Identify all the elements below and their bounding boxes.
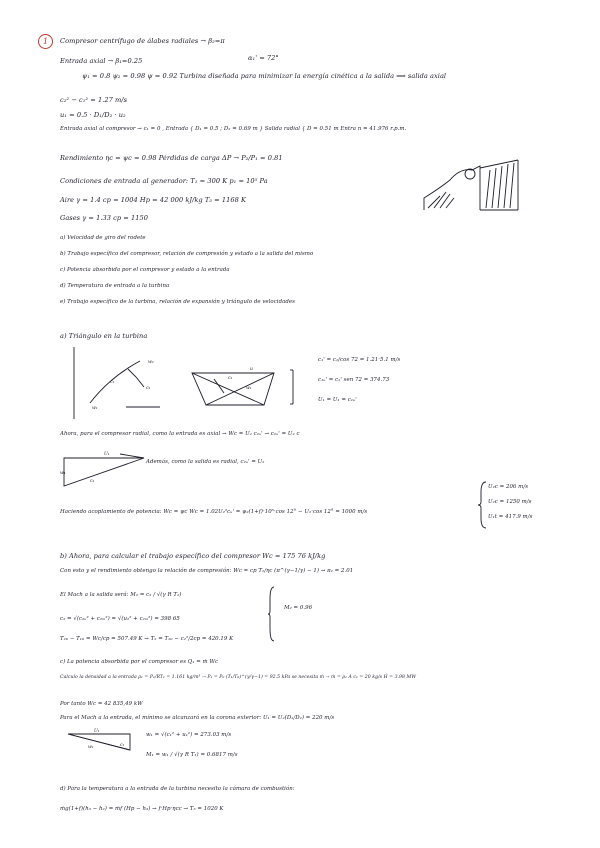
results-brace <box>478 480 488 530</box>
svg-text:w₁: w₁ <box>92 406 98 411</box>
solution-b-line: b) Ahora, para calcular el trabajo específico del compresor Wc = 175 76 kJ/kg <box>60 552 326 560</box>
u1-line: u₁ = 0.5 · D₁/D₂ · u₂ <box>60 111 126 119</box>
question-e: e) Trabajo específico de la turbina, relación de expansión y triángulo de velocidades <box>60 299 295 305</box>
svg-text:U₁: U₁ <box>94 729 100 734</box>
question-c: c) Potencia absorbida por el compresor y estado a la entrada <box>60 267 230 273</box>
question-a: a) Velocidad de giro del rodete <box>60 235 146 241</box>
performance-line: Rendimiento ηc = ψc = 0.98 Pérdidas de carga ΔP → P₂/P₁ = 0.81 <box>60 154 283 162</box>
svg-text:c₂: c₂ <box>146 386 151 391</box>
rotor-circle <box>465 169 475 179</box>
efficiencies-line: ψ₁ = 0.8 ψ₂ = 0.98 ψ = 0.92 Turbina diseñada para minimizar la energía cinética a la salida ⟹ salida axial <box>82 72 447 80</box>
blade-curve <box>90 361 140 403</box>
svg-text:w₂: w₂ <box>148 360 154 365</box>
svg-text:w₁: w₁ <box>246 386 252 391</box>
problem-number: 1 <box>38 34 53 49</box>
velocity-triangles <box>190 365 285 410</box>
inlet-mach-line: Para el Mach a la entrada, el mínimo se alcanzará en la corona exterior: U₁ = U₂(D₁/D₂) = 220 m/s <box>60 715 335 721</box>
result-u2c-2: U₂c = 1250 m/s <box>488 499 532 505</box>
c2-line: c₂ = √(c₂ᵤ² + c₂ₘ²) = √(u₂² + c₂ₘ²) = 398 65 <box>60 616 180 622</box>
question-d: d) Temperatura de entrada a la turbina <box>60 283 170 289</box>
svg-text:c₁: c₁ <box>120 743 125 748</box>
inlet-mach-triangle <box>64 728 134 758</box>
combustion-line: ṁg(1+f)(h₃ − h₂) = ṁf (Hp − h₃) → f·Hp·ηcc → T₃ = 1020 K <box>60 806 224 812</box>
solution-a-heading: a) Triángulo en la turbina <box>60 332 148 340</box>
alpha-line: α₁' = 72° <box>248 54 279 62</box>
turbine-sketch <box>420 158 520 216</box>
solution-c-line: c) La potencia absorbida por el compresor es Q₁ = ṁ Wc <box>60 659 219 665</box>
power-coupling-line: Haciendo acoplamiento de potencia: Wc = ψc Wc = 1.02U₂²cᵤ' = ψ₂(1+f)·10⁵·cos 12° − U₂·cos 12° = 1000 m/s <box>60 509 368 515</box>
conditions-line: Condiciones de entrada al generador: T₁ = 300 K p₁ = 10⁵ Pa <box>60 177 268 185</box>
t2-line: T₂₀ − T₁₀ = Wc/cp = 507.49 K → T₂ = T₂₀ − c₂²/2cp = 420.19 K <box>60 636 234 642</box>
svg-text:U₁: U₁ <box>104 452 110 457</box>
m1-line: M₁ = w₁ / √(γ R T₁) = 0.6817 m/s <box>146 752 238 758</box>
result-u2c-1: U₂c = 206 m/s <box>488 484 529 490</box>
mach-brace <box>268 585 276 643</box>
power-result-line: Por tanto Wc = 42 835,49 kW <box>60 701 143 707</box>
mach-result: M₂ = 0.96 <box>284 605 313 611</box>
compressor-note: Ahora, para el compresor radial, como la entrada es axial → Wc = U₂ c₂ᵤ' → c₂ᵤ' = U₂ c <box>60 431 300 437</box>
svg-text:u: u <box>250 367 253 372</box>
entry-line: Entrada axial al compresor → c₁ = 0 , Entrada { D₁ = 0.5 ; D₂ = 0.69 m } Salida radial { D = 0.51 m Entra n = 41.976 r.p.m. <box>60 126 407 132</box>
svg-text:c₁: c₁ <box>90 479 95 484</box>
inlet-line: Entrada axial → β₁=0.25 <box>60 57 143 65</box>
result-u1: U₁ = U₁ = c₁ᵤ' <box>318 397 357 403</box>
solution-d-line: d) Para la temperatura a la entrada de la turbina necesito la cámara de combustión: <box>60 786 295 792</box>
mach-outlet-line: El Mach a la salida será: M₂ = c₂ / √(γ R T₂) <box>60 592 182 598</box>
compression-ratio-line: Con esto y el rendimiento obtengo la relación de compresión: Wc = cp T₁/ηc (π^(γ−1/γ) − 1) → π₂ = 2.01 <box>60 568 354 574</box>
air-line: Aire γ = 1.4 cp = 1004 Hp = 42 000 kJ/kg T₃ = 1168 K <box>60 196 246 204</box>
density-line: Calculo la densidad a la entrada ρ₁ = P₁/RT₁ = 1.161 kg/m³ → P₁ = P₀ (T₁/T₀)^(γ/γ−1) = 92.5 kPa se necesita ṁ → ṁ = ρ₁ A c₁ = 20 kg/s Ḣ = 3.98 MW <box>60 675 417 680</box>
result-c1u: c₁ᵤ' = c₁' sen 72 = 374.73 <box>318 377 390 383</box>
svg-text:w₁: w₁ <box>88 745 94 750</box>
brace-bracket <box>289 368 299 408</box>
svg-text:c₁: c₁ <box>228 376 233 381</box>
result-u1t: U₁t = 417.9 m/s <box>488 514 533 520</box>
question-b: b) Trabajo específico del compresor, relación de compresión y estado a la salida del mismo <box>60 251 314 257</box>
inlet-triangle <box>60 448 148 492</box>
w1-line: w₁ = √(c₁² + u₁²) = 273.03 m/s <box>146 732 232 738</box>
result-c1: c₁' = c₁/cos 72 = 1.21·5.1 m/s <box>318 357 401 363</box>
radial-outlet-note: Además, como la salida es radial, c₂ᵤ' = U₂ <box>146 459 265 465</box>
svg-text:w₁: w₁ <box>60 471 66 476</box>
blade-velocity-sketch <box>70 345 165 420</box>
title-line: Compresor centrífugo de álabes radiales → β₂=π <box>60 37 225 45</box>
gases-line: Gases γ = 1.33 cp = 1150 <box>60 214 149 222</box>
speed-line: c₂² − c₁² = 1.27 m/s <box>60 96 128 104</box>
svg-text:c₁: c₁ <box>110 380 115 385</box>
